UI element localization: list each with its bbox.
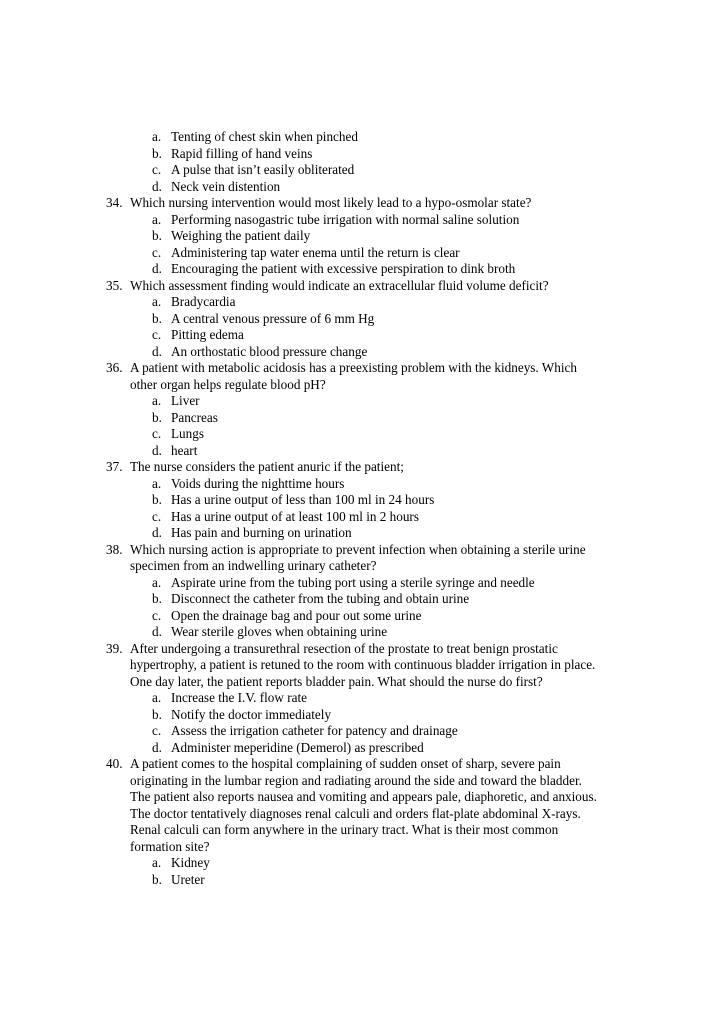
answer-option <box>106 690 666 707</box>
option-text: Disconnect the catheter from the tubing and obtain urine <box>171 591 470 606</box>
option-letter: b. <box>152 591 162 606</box>
question-text: The nurse considers the patient anuric if the patient; <box>130 459 404 474</box>
answer-option <box>106 344 666 361</box>
question-stem <box>106 756 666 773</box>
option-letter: b. <box>152 706 162 722</box>
answer-option <box>106 228 666 245</box>
option-letter: d. <box>152 525 162 540</box>
option-text: Weighing the patient daily <box>171 228 311 243</box>
option-letter: d. <box>152 739 162 755</box>
question-stem-continuation <box>106 789 666 806</box>
question-text: specimen from an indwelling urinary catheter? <box>130 558 377 573</box>
answer-option <box>106 575 666 592</box>
answer-option <box>106 525 666 542</box>
option-letter: a. <box>152 475 162 491</box>
question-stem-continuation <box>106 558 666 575</box>
option-letter: b. <box>152 310 162 326</box>
answer-option <box>106 261 666 278</box>
option-letter: c. <box>152 426 162 441</box>
question-stem <box>106 195 666 212</box>
option-text: Rapid filling of hand veins <box>171 145 313 161</box>
answer-option <box>106 443 666 460</box>
option-letter: a. <box>152 294 162 309</box>
option-letter: c. <box>152 327 162 342</box>
option-letter: d. <box>152 261 162 276</box>
option-letter: b. <box>152 409 162 425</box>
answer-option <box>106 426 666 443</box>
question-block <box>106 459 666 542</box>
option-text: Administering tap water enema until the return is clear <box>171 244 460 260</box>
answer-option <box>106 707 666 724</box>
option-text: Lungs <box>171 426 204 441</box>
option-text: A central venous pressure of 6 mm Hg <box>171 310 375 326</box>
question-stem-continuation <box>106 377 666 394</box>
option-letter: d. <box>152 343 162 359</box>
question-text: Which assessment finding would indicate an extracellular fluid volume deficit? <box>130 277 549 293</box>
option-letter: a. <box>152 129 162 144</box>
option-text: Administer meperidine (Demerol) as prescribed <box>171 739 424 755</box>
option-text: Pancreas <box>171 409 218 425</box>
question-block <box>106 756 666 888</box>
question-stem-continuation <box>106 806 666 823</box>
question-text: Which nursing action is appropriate to prevent infection when obtaining a sterile urine <box>130 541 586 557</box>
option-letter: d. <box>152 624 162 639</box>
answer-option <box>106 591 666 608</box>
question-number: 34. <box>106 195 123 210</box>
question-stem <box>106 360 666 377</box>
answer-option <box>106 212 666 229</box>
option-text: Voids during the nighttime hours <box>171 475 345 491</box>
option-letter: a. <box>152 690 162 705</box>
question-stem-continuation <box>106 839 666 856</box>
question-stem <box>106 641 666 658</box>
question-text: formation site? <box>130 838 210 854</box>
question-number: 38. <box>106 541 123 557</box>
question-block <box>106 542 666 641</box>
answer-option <box>106 740 666 757</box>
answer-option <box>106 608 666 625</box>
question-stem <box>106 542 666 559</box>
option-text: Aspirate urine from the tubing port using a sterile syringe and needle <box>171 574 535 590</box>
option-letter: b. <box>152 871 162 887</box>
question-text: The doctor tentatively diagnoses renal calculi and orders flat-plate abdominal X-rays. <box>130 805 581 821</box>
question-text: One day later, the patient reports bladder pain. What should the nurse do first? <box>130 673 543 689</box>
question-number: 36. <box>106 360 123 375</box>
question-list <box>106 129 666 888</box>
option-text: Has a urine output of less than 100 ml in 24 hours <box>171 492 435 507</box>
option-letter: b. <box>152 228 162 243</box>
option-letter: b. <box>152 492 162 507</box>
answer-option <box>106 179 666 196</box>
question-stem-continuation <box>106 822 666 839</box>
question-text: other organ helps regulate blood pH? <box>130 376 326 392</box>
option-letter: a. <box>152 574 162 590</box>
option-text: Encouraging the patient with excessive perspiration to dink broth <box>171 261 516 276</box>
option-letter: c. <box>152 508 162 524</box>
question-stem <box>106 459 666 476</box>
answer-option <box>106 129 666 146</box>
option-letter: a. <box>152 393 162 408</box>
answer-option <box>106 476 666 493</box>
option-text: Neck vein distention <box>171 178 281 194</box>
question-text: A patient with metabolic acidosis has a preexisting problem with the kidneys. Which <box>130 360 577 375</box>
answer-option <box>106 311 666 328</box>
answer-option <box>106 393 666 410</box>
question-block <box>106 641 666 757</box>
answer-option <box>106 872 666 889</box>
question-number: 37. <box>106 459 123 474</box>
question-stem-continuation <box>106 773 666 790</box>
option-letter: c. <box>152 162 162 177</box>
option-text: Has a urine output of at least 100 ml in 2 hours <box>171 508 419 524</box>
question-text: Which nursing intervention would most likely lead to a hypo-osmolar state? <box>130 195 532 210</box>
option-text: Tenting of chest skin when pinched <box>171 129 358 144</box>
option-text: Notify the doctor immediately <box>171 706 332 722</box>
answer-option <box>106 327 666 344</box>
option-text: Liver <box>171 393 200 408</box>
question-text: originating in the lumbar region and radiating around the side and toward the bladder. <box>130 772 582 788</box>
answer-option <box>106 723 666 740</box>
question-block <box>106 195 666 278</box>
option-text: A pulse that isn’t easily obliterated <box>171 162 355 177</box>
previous-question-options <box>106 129 666 195</box>
option-text: Ureter <box>171 871 205 887</box>
question-stem-continuation <box>106 657 666 674</box>
answer-option <box>106 294 666 311</box>
question-number: 35. <box>106 277 123 293</box>
option-letter: d. <box>152 178 162 194</box>
option-letter: a. <box>152 211 162 227</box>
question-text: After undergoing a transurethral resection of the prostate to treat benign prostatic <box>130 640 558 656</box>
answer-option <box>106 410 666 427</box>
answer-option <box>106 146 666 163</box>
question-stem-continuation <box>106 674 666 691</box>
option-letter: b. <box>152 145 162 161</box>
option-text: Assess the irrigation catheter for patency and drainage <box>171 723 458 738</box>
option-text: Increase the I.V. flow rate <box>171 690 307 705</box>
question-number: 40. <box>106 756 123 771</box>
question-block <box>106 360 666 459</box>
answer-option <box>106 162 666 179</box>
option-letter: c. <box>152 244 162 260</box>
option-text: Performing nasogastric tube irrigation with normal saline solution <box>171 211 520 227</box>
option-letter: a. <box>152 855 162 870</box>
answer-option <box>106 245 666 262</box>
option-text: Has pain and burning on urination <box>171 525 352 540</box>
option-letter: d. <box>152 442 162 458</box>
option-text: Open the drainage bag and pour out some urine <box>171 607 422 623</box>
option-text: Kidney <box>171 855 210 870</box>
option-letter: c. <box>152 607 162 623</box>
option-text: heart <box>171 442 198 458</box>
answer-option <box>106 624 666 641</box>
question-text: hypertrophy, a patient is retuned to the room with continuous bladder irrigation in place. <box>130 657 596 672</box>
answer-option <box>106 492 666 509</box>
question-text: The patient also reports nausea and vomiting and appears pale, diaphoretic, and anxious. <box>130 789 597 804</box>
option-text: An orthostatic blood pressure change <box>171 343 368 359</box>
question-number: 39. <box>106 640 123 656</box>
question-text: A patient comes to the hospital complaining of sudden onset of sharp, severe pain <box>130 756 561 771</box>
question-block <box>106 278 666 361</box>
option-letter: c. <box>152 723 162 738</box>
option-text: Wear sterile gloves when obtaining urine <box>171 624 388 639</box>
question-stem <box>106 278 666 295</box>
option-text: Pitting edema <box>171 327 244 342</box>
answer-option <box>106 509 666 526</box>
option-text: Bradycardia <box>171 294 236 309</box>
question-text: Renal calculi can form anywhere in the urinary tract. What is their most common <box>130 822 559 837</box>
answer-option <box>106 855 666 872</box>
